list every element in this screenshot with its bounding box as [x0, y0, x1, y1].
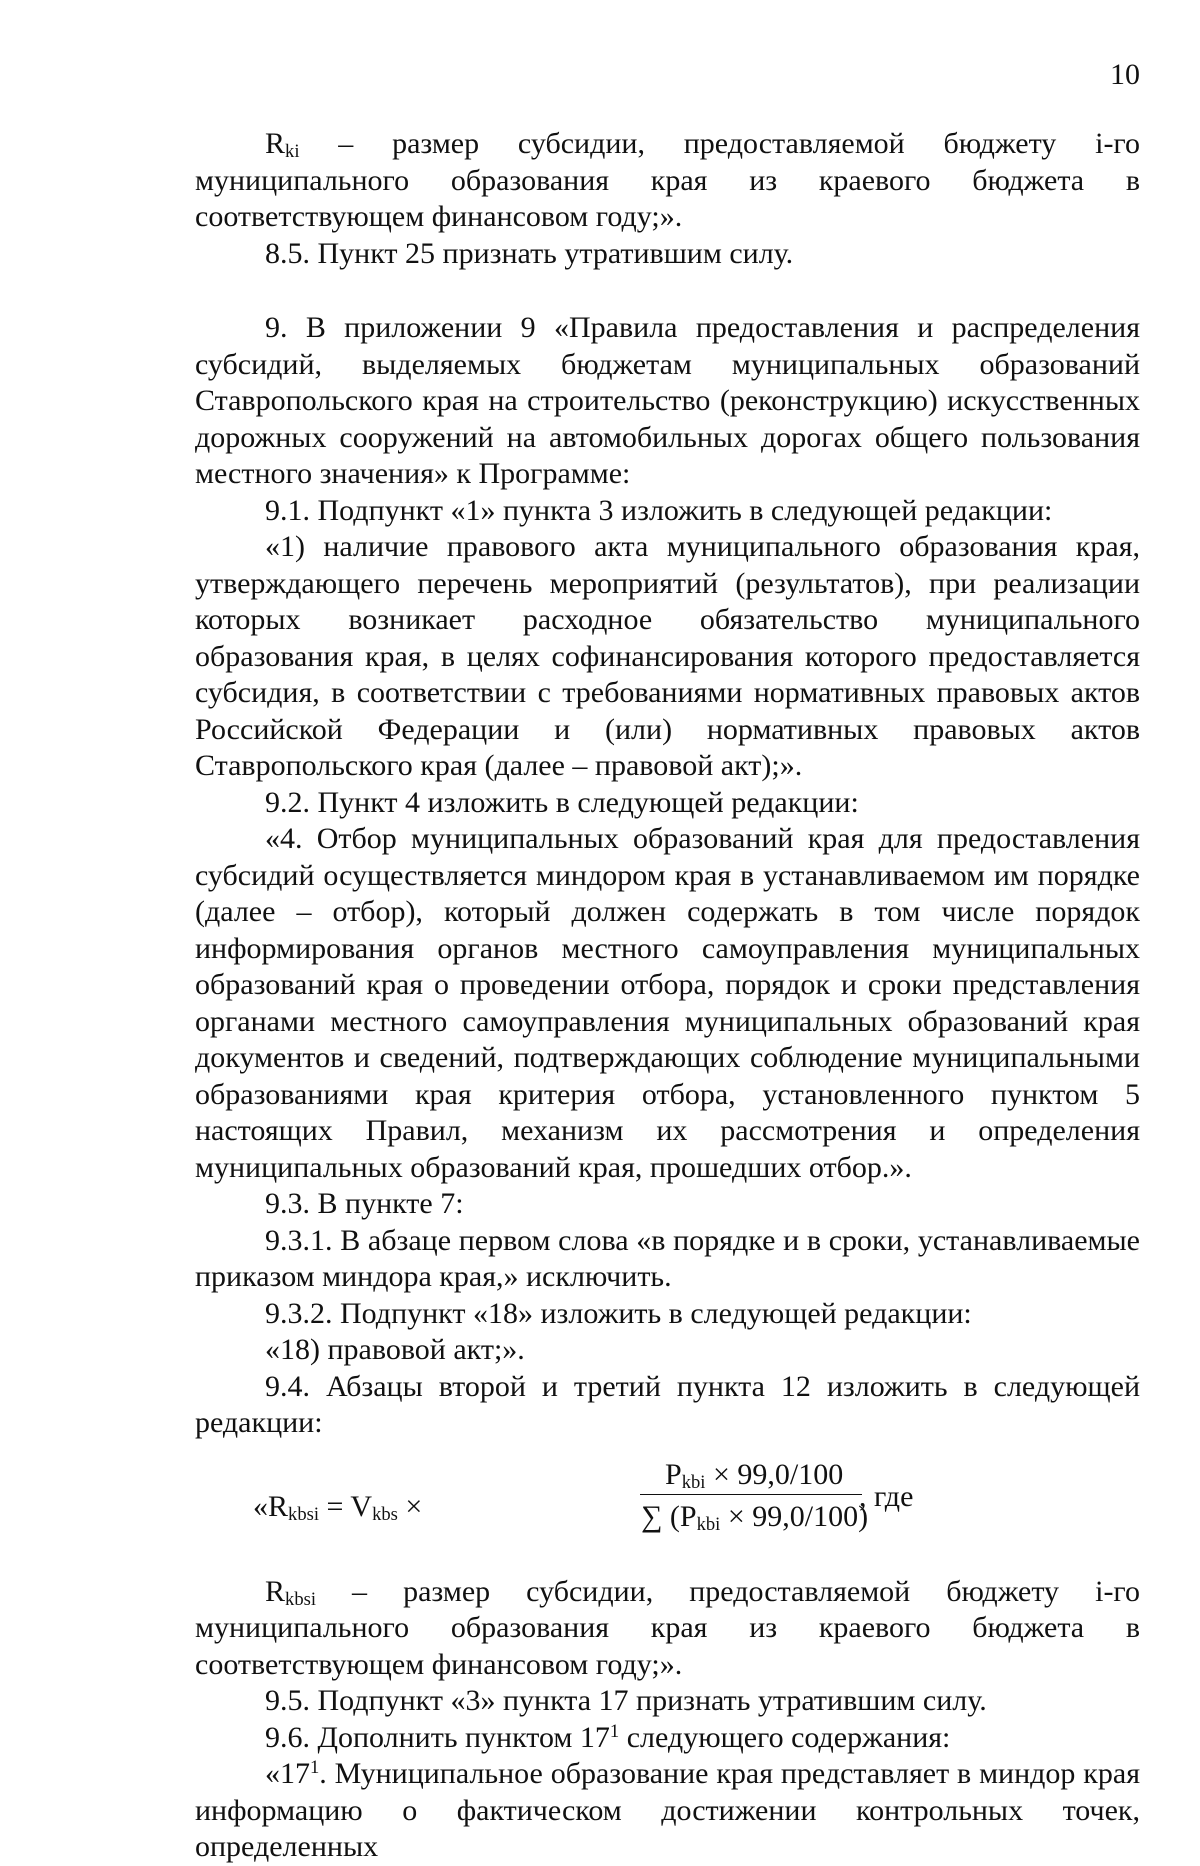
subsidy-formula: [195, 1444, 1140, 1574]
paragraph-9-3: 9.3. В пункте 7:: [265, 1187, 464, 1220]
formula-multiply: ×: [397, 1489, 423, 1523]
page-number: 10: [1110, 58, 1140, 91]
paragraph-gap: [195, 272, 1140, 310]
paragraph-9-2: 9.2. Пункт 4 изложить в следующей редакции:: [265, 785, 859, 819]
paragraph-9-5: 9.5. Подпункт «3» пункта 17 признать утратившим силу.: [265, 1684, 987, 1717]
denominator-sum: ∑ (P: [641, 1499, 697, 1533]
variable-subscript: ki: [285, 141, 300, 163]
paragraph-rki-definition: [195, 126, 1140, 236]
paragraph-9: 9. В приложении 9 «Правила предоставления и распределения субсидий, выделяемых бюджетам муниципальных образований Ставропольского края на строительство (реконструкцию) искусственных дорожных сооружений на автомобильных дорогах общего пользования местного значения» к Программе:: [195, 311, 1140, 490]
paragraph-9-4: 9.4. Абзацы второй и третий пункта 12 изложить в следующей редакции:: [195, 1369, 1140, 1439]
formula-left-side: [253, 1490, 422, 1524]
paragraph-17-1: [195, 1756, 1140, 1866]
formula-r: «R: [253, 1489, 289, 1523]
numerator-subscript: kbi: [681, 1471, 706, 1493]
paragraph-9-2-text: «4. Отбор муниципальных образований края для предоставления субсидий осуществляется миндором края в устанавливаемом им порядке (далее – отбор), который должен содержать в том числе порядок информирования органов местного самоуправления муниципальных образований края о проведении отбора, порядок и сроки представления органами местного самоуправления муниципальных образований края документов и сведений, подтверждающих соблюдение муниципальными образованиями края критерия отбора, установленного пунктом 5 настоящих Правил, механизм их рассмотрения и определения муниципальных образований края, прошедших отбор.».: [195, 822, 1140, 1184]
paragraph-text: – размер субсидии, предоставляемой бюджету i-го муниципального образования края из краевого бюджета в соответствующем финансовом году;».: [195, 1574, 1140, 1681]
paragraph-rkbsi-definition: [195, 1574, 1140, 1684]
paragraph-text: следующего содержания:: [619, 1720, 951, 1754]
numerator-rest: × 99,0/100: [705, 1457, 844, 1491]
paragraph-text: 9.6. Дополнить пунктом 17: [265, 1720, 610, 1754]
variable-r: R: [265, 127, 286, 160]
paragraph-text: . Муниципальное образование края представляет в миндор края информацию о фактическом достижении контрольных точек, определенных: [195, 1757, 1140, 1863]
paragraph-9-3-1: 9.3.1. В абзаце первом слова «в порядке и в сроки, устанавливаемые приказом миндора края,» исключить.: [195, 1223, 1140, 1293]
formula-v-subscript: kbs: [372, 1503, 398, 1525]
paragraph-text: – размер субсидии, предоставляемой бюджету i-го муниципального образования края из краевого бюджета в соответствующем финансовом году;».: [195, 127, 1140, 233]
denominator-subscript: kbi: [696, 1513, 721, 1535]
paragraph-9-3-2-text: «18) правовой акт;».: [265, 1333, 525, 1366]
variable-subscript: kbsi: [285, 1588, 317, 1610]
paragraph-9-6: [195, 1720, 1140, 1757]
superscript: 1: [310, 1756, 320, 1778]
fraction-bar: [640, 1494, 862, 1495]
formula-equals-v: = V: [319, 1489, 373, 1523]
denominator-rest: × 99,0/100): [720, 1499, 869, 1533]
variable-r: R: [265, 1574, 286, 1608]
formula-r-subscript: kbsi: [288, 1503, 320, 1525]
formula-denominator: [641, 1500, 868, 1534]
paragraph-9-1: 9.1. Подпункт «1» пункта 3 изложить в следующей редакции:: [265, 493, 1053, 527]
paragraph-9-1-text: «1) наличие правового акта муниципального образования края, утверждающего перечень мероприятий (результатов), при реализации которых возникает расходное обязательство муниципального образования края, в целях софинансирования которого предоставляется субсидия, в соответствии с требованиями нормативных правовых актов Российской Федерации и (или) нормативных правовых актов Ставропольского края (далее – правовой акт);».: [195, 530, 1140, 782]
numerator-p: P: [665, 1457, 682, 1491]
paragraph-text: «17: [265, 1757, 310, 1790]
formula-tail: , где: [859, 1479, 914, 1513]
paragraph-9-3-2: 9.3.2. Подпункт «18» изложить в следующей редакции:: [265, 1296, 972, 1330]
formula-numerator: [665, 1458, 843, 1492]
superscript: 1: [609, 1720, 620, 1742]
paragraph-8-5: 8.5. Пункт 25 признать утратившим силу.: [265, 236, 794, 270]
